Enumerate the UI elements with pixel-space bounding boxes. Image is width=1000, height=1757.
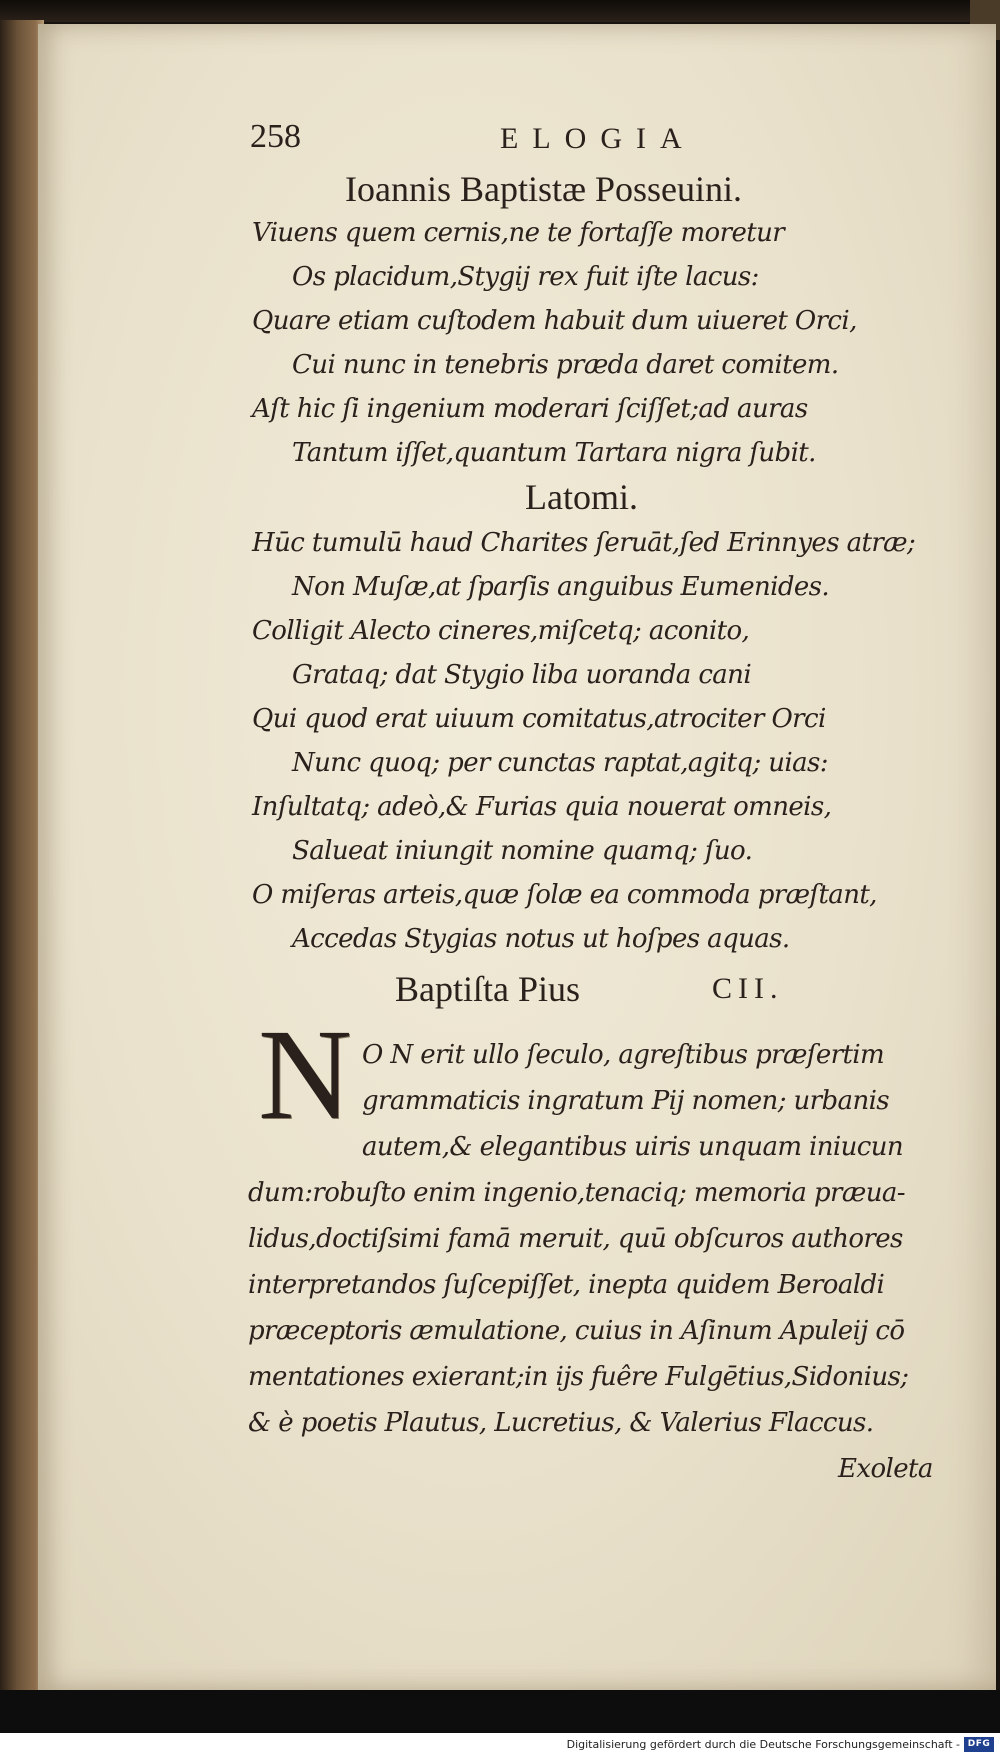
- entry-title-latomi: Latomi.: [525, 477, 638, 517]
- verse-line: Cui nunc in tenebris præda daret comitem.: [292, 350, 839, 380]
- drop-cap-initial: N: [258, 1003, 352, 1147]
- verse-line: Tantum iſſet,quantum Tartara nigra ſubit.: [292, 438, 816, 468]
- verse-line: Aſt hic ſi ingenium moderari ſciſſet;ad auras: [252, 394, 808, 424]
- verse-line: Quare etiam cuſtodem habuit dum uiueret Orci,: [252, 306, 857, 336]
- entry-title-posseuini: Ioannis Baptistæ Posseuini.: [345, 169, 743, 209]
- scan-top-edge: [0, 0, 1000, 22]
- verse-line: Hūc tumulū haud Charites ſeruāt,ſed Erinnyes atræ;: [252, 528, 916, 558]
- entry-title-pius: Baptiſta Pius: [395, 969, 581, 1009]
- prose-line: & è poetis Plautus, Lucretius, & Valerius Flaccus.: [248, 1408, 874, 1438]
- prose-line: interpretandos ſuſcepiſſet, inepta quidem Beroaldi: [248, 1270, 885, 1300]
- verse-line: Accedas Stygias notus ut hoſpes aquas.: [292, 924, 790, 954]
- verse-line: Inſultatq; adeò,& Furias quia nouerat omneis,: [252, 792, 832, 822]
- dfg-logo: DFG: [964, 1737, 994, 1752]
- prose-line: præceptoris æmulatione, cuius in Aſinum Apuleij cō: [248, 1316, 905, 1346]
- verse-line: Nunc quoq; per cunctas raptat,agitq; uias:: [292, 748, 828, 778]
- verse-line: Salueat iniungit nomine quamq; ſuo.: [292, 836, 753, 866]
- digitization-credit: Digitalisierung gefördert durch die Deutsche Forschungsgemeinschaft -: [566, 1738, 960, 1751]
- catchword: Exoleta: [838, 1454, 933, 1484]
- running-head: ELOGIA: [500, 122, 696, 155]
- prose-line: O N erit ullo ſeculo, agreſtibus præſertim: [362, 1040, 885, 1070]
- verse-line: Viuens quem cernis,ne te fortaſſe moretur: [252, 218, 785, 248]
- verse-line: Os placidum,Stygij rex fuit iſte lacus:: [292, 262, 759, 292]
- verse-line: Non Muſæ,at ſparſis anguibus Eumenides.: [292, 572, 830, 602]
- page-number: 258: [250, 118, 301, 155]
- verse-line: Grataq; dat Stygio liba uoranda cani: [292, 660, 752, 690]
- entry-number: CII.: [712, 972, 784, 1005]
- prose-line: grammaticis ingratum Pij nomen; urbanis: [362, 1086, 890, 1116]
- prose-line: lidus,doctiſsimi famā meruit, quū obſcuros authores: [248, 1224, 903, 1254]
- verse-line: O miſeras arteis,quæ ſolæ ea commoda præſtant,: [252, 880, 877, 910]
- prose-line: mentationes exierant;in ijs fuêre Fulgētius,Sidonius;: [248, 1362, 909, 1392]
- prose-line: autem,& elegantibus uiris unquam iniucun: [362, 1132, 904, 1162]
- verse-line: Colligit Alecto cineres,miſcetq; aconito,: [252, 616, 750, 646]
- prose-line: dum:robuſto enim ingenio,tenaciq; memoria præua-: [248, 1178, 905, 1208]
- verse-line: Qui quod erat uiuum comitatus,atrociter Orci: [252, 704, 826, 734]
